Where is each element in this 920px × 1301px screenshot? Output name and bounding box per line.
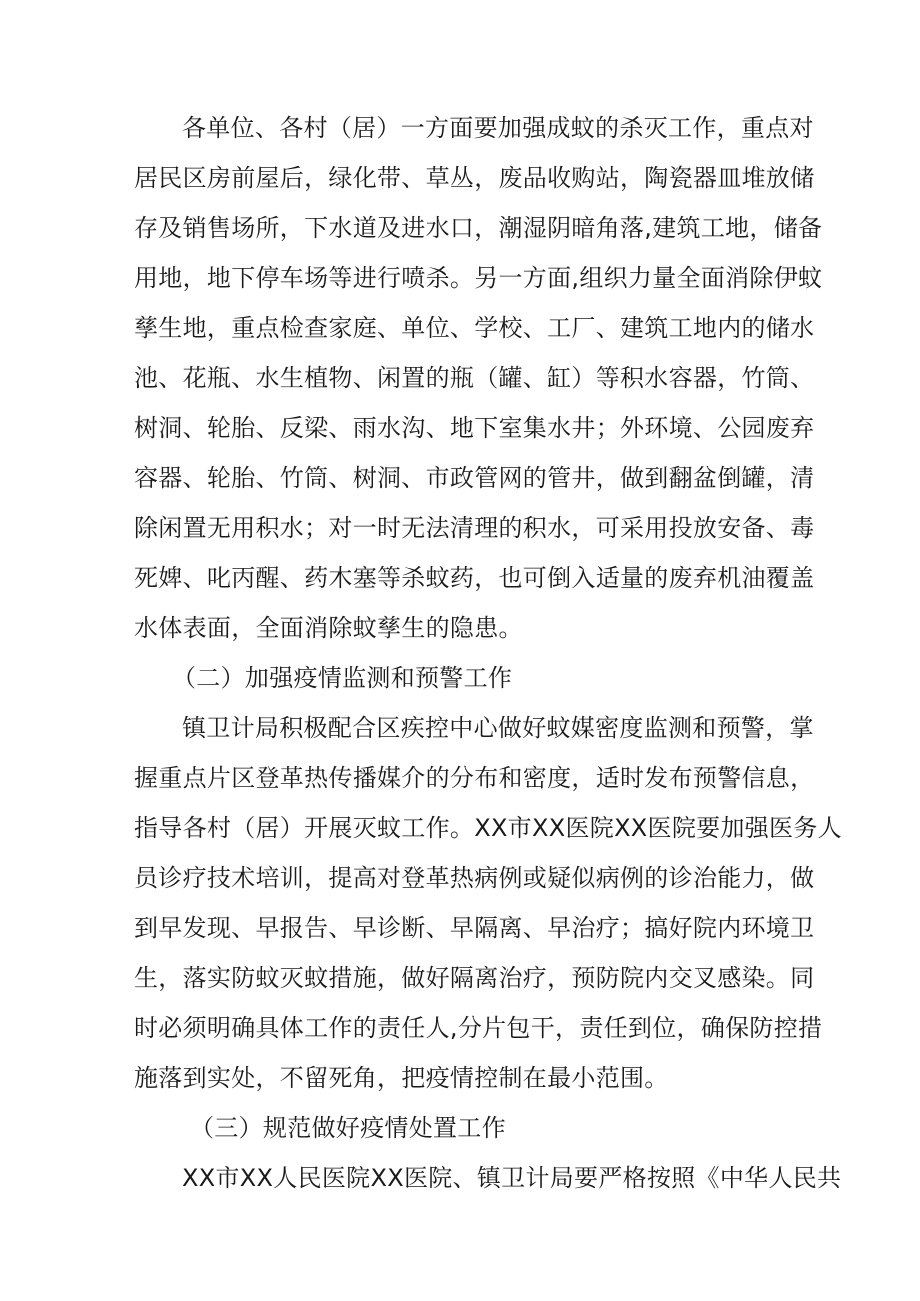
text-line: 员诊疗技术培训，提高对登革热病例或疑似病例的诊治能力，做 bbox=[134, 864, 815, 892]
text-line: 孳生地，重点检查家庭、单位、学校、工厂、建筑工地内的储水 bbox=[134, 314, 815, 342]
text-line: 水体表面，全面消除蚊孳生的隐患。 bbox=[134, 614, 523, 642]
text-line: 到早发现、早报告、早诊断、早隔离、早治疗；搞好院内环境卫 bbox=[134, 914, 815, 942]
text-line: 容器、轮胎、竹筒、树洞、市政管网的管井，做到翻盆倒罐，清 bbox=[134, 464, 815, 492]
text-line: 用地，地下停车场等进行喷杀。另一方面,组织力量全面消除伊蚊 bbox=[134, 264, 823, 292]
section-heading: （二）加强疫情监测和预警工作 bbox=[172, 664, 513, 692]
text-line: 存及销售场所，下水道及进水口，潮湿阴暗角落,建筑工地，储备 bbox=[134, 214, 823, 242]
text-line: 时必须明确具体工作的责任人,分片包干，责任到位，确保防控措 bbox=[134, 1014, 823, 1042]
text-line: 居民区房前屋后，绿化带、草丛，废品收购站，陶瓷器皿堆放储 bbox=[134, 164, 815, 192]
text-line: 池、花瓶、水生植物、闲置的瓶（罐、缸）等积水容器，竹筒、 bbox=[134, 364, 815, 392]
text-line: 握重点片区登革热传播媒介的分布和密度，适时发布预警信息， bbox=[134, 764, 815, 792]
section-heading: （三）规范做好疫情处置工作 bbox=[190, 1114, 506, 1142]
text-line: 施落到实处，不留死角，把疫情控制在最小范围。 bbox=[134, 1064, 669, 1092]
text-line: 死婢、叱丙醒、药木塞等杀蚊药，也可倒入适量的废弃机油覆盖 bbox=[134, 564, 815, 592]
text-line: 镇卫计局积极配合区疾控中心做好蚊媒密度监测和预警，掌 bbox=[182, 714, 814, 742]
text-line: 生，落实防蚊灭蚊措施，做好隔离治疗，预防院内交叉感染。同 bbox=[134, 964, 815, 992]
text-line: 除闲置无用积水；对一时无法清理的积水，可采用投放安备、毒 bbox=[134, 514, 815, 542]
text-line: 指导各村（居）开展灭蚊工作。XX市XX医院XX医院要加强医务人 bbox=[134, 814, 842, 842]
text-line: 树洞、轮胎、反梁、雨水沟、地下室集水井；外环境、公园废弃 bbox=[134, 414, 815, 442]
text-line: 各单位、各村（居）一方面要加强成蚊的杀灭工作，重点对 bbox=[182, 114, 814, 142]
text-line: XX市XX人民医院XX医院、镇卫计局要严格按照《中华人民共 bbox=[182, 1164, 842, 1192]
